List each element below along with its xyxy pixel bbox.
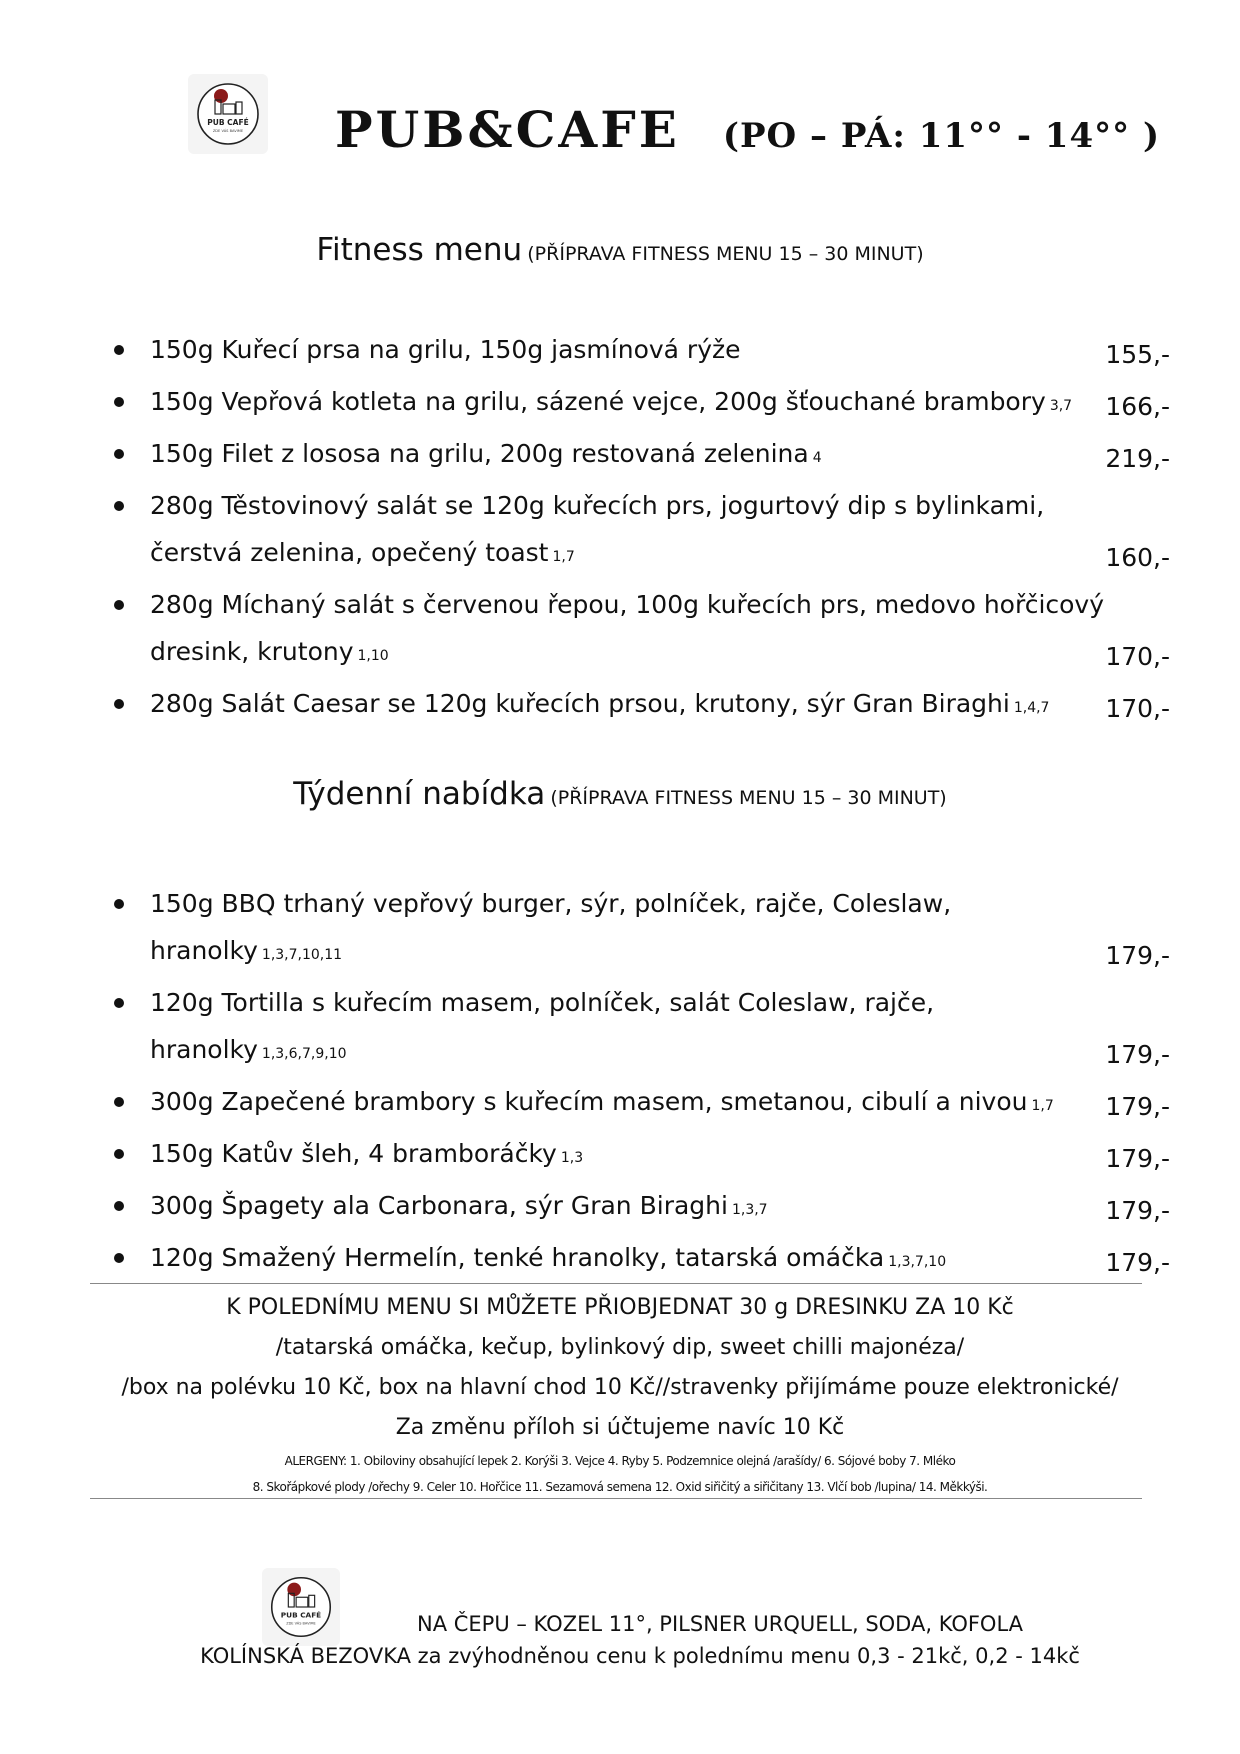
menu-item-description [150,482,1110,581]
side-change-note: Za změnu příloh si účtujeme navíc 10 Kč [395,1415,845,1440]
fitness-title: Fitness menu [316,232,523,268]
menu-item-name: 120g Smažený Hermelín, tenké hranolky, tatarská omáčka [150,1243,885,1272]
menu-item-allergens: 1,4,7 [1013,700,1050,716]
box-note: /box na polévku 10 Kč, box na hlavní chod 10 Kč//stravenky přijímáme pouze elektronické/ [121,1375,1119,1400]
allergens-line-1: ALERGENY: 1. Obiloviny obsahující lepek 2. Korýši 3. Vejce 4. Ryby 5. Podzemnice olejná /arašídy/ 6. Sójové boby 7. Mléko [284,1454,956,1468]
bullet-icon [114,501,124,511]
menu-item-allergens: 1,3,7 [731,1202,768,1218]
bullet-icon [114,397,124,407]
menu-item-price: 160,- [1105,543,1170,572]
bullet-icon [114,600,124,610]
fitness-note: (PŘÍPRAVA FITNESS MENU 15 – 30 MINUT) [527,243,924,265]
menu-item-description [150,1130,1110,1182]
menu-item-price: 179,- [1105,1144,1170,1173]
menu-item [110,581,1170,680]
svg-text:PUB CAFÉ: PUB CAFÉ [280,1610,322,1620]
logo-graphic [188,74,268,154]
menu-item-allergens: 1,10 [357,648,389,664]
menu-item-description [150,880,1110,979]
divider-bottom [90,1498,1142,1499]
menu-item [110,880,1170,979]
menu-item-price: 166,- [1105,392,1170,421]
menu-item-description [150,326,1110,378]
drinks-footer [150,1608,1130,1672]
menu-item-name: 150g Katův šleh, 4 bramboráčky [150,1139,557,1168]
menu-item [110,1182,1170,1234]
fitness-section-title [0,232,1240,268]
divider-top [90,1283,1142,1284]
menu-item [110,430,1170,482]
menu-item [110,979,1170,1078]
menu-item-name: 150g Filet z lososa na grilu, 200g restovaná zelenina [150,439,809,468]
menu-item-price: 155,- [1105,340,1170,369]
menu-item-name: 280g Míchaný salát s červenou řepou, 100g kuřecích prs, medovo hořčicový dresink, krutony [150,590,1105,666]
menu-item-allergens: 1,3,6,7,9,10 [261,1046,347,1062]
menu-item-description [150,581,1110,680]
menu-item-allergens: 1,7 [1031,1098,1054,1114]
bullet-icon [114,449,124,459]
draft-beer-line: NA ČEPU – KOZEL 11°, PILSNER URQUELL, SODA, KOFOLA [416,1612,1024,1636]
menu-item [110,1078,1170,1130]
weekly-section-title [0,776,1240,812]
menu-item-name: 150g BBQ trhaný vepřový burger, sýr, polníček, rajče, Coleslaw, hranolky [150,889,952,965]
menu-item-price: 179,- [1105,1248,1170,1277]
opening-hours: (PO – PÁ: 11°° - 14°° ) [722,116,1161,156]
menu-item-description [150,378,1110,430]
bullet-icon [114,899,124,909]
bullet-icon [114,1097,124,1107]
menu-item-name: 150g Vepřová kotleta na grilu, sázené vejce, 200g šťouchané brambory [150,387,1046,416]
menu-item-allergens: 1,7 [552,549,575,565]
menu-item-name: 150g Kuřecí prsa na grilu, 150g jasmínová rýže [150,335,741,364]
weekly-menu-list [110,880,1170,1286]
menu-item-description [150,1078,1110,1130]
bullet-icon [114,699,124,709]
menu-notes [0,1288,1240,1500]
menu-item-name: 120g Tortilla s kuřecím masem, polníček, salát Coleslaw, rajče, hranolky [150,988,935,1064]
dressing-note: K POLEDNÍMU MENU SI MŮŽETE PŘIOBJEDNAT 30 g DRESINKU ZA 10 Kč [226,1295,1014,1320]
svg-text:PUB CAFÉ: PUB CAFÉ [207,118,249,127]
bullet-icon [114,998,124,1008]
menu-item-name: 280g Těstovinový salát se 120g kuřecích prs, jogurtový dip s bylinkami, čerstvá zelenina, opečený toast [150,491,1045,567]
menu-item [110,1234,1170,1286]
weekly-title: Týdenní nabídka [293,776,546,812]
menu-item-description [150,979,1110,1078]
menu-item-price: 179,- [1105,941,1170,970]
menu-item [110,1130,1170,1182]
menu-item-allergens: 4 [812,450,822,466]
pub-cafe-logo [188,74,268,154]
menu-item-allergens: 1,3,7,10,11 [261,947,343,963]
menu-item-name: 300g Zapečené brambory s kuřecím masem, smetanou, cibulí a nivou [150,1087,1028,1116]
menu-item-description [150,1182,1110,1234]
menu-item-price: 170,- [1105,694,1170,723]
menu-item-price: 170,- [1105,642,1170,671]
bullet-icon [114,1149,124,1159]
brand-title: PUB&CAFE [335,100,680,159]
menu-item-price: 179,- [1105,1040,1170,1069]
menu-item-description [150,1234,1110,1286]
lemonade-offer-line: KOLÍNSKÁ BEZOVKA za zvýhodněnou cenu k polednímu menu 0,3 - 21kč, 0,2 - 14kč [200,1644,1080,1668]
menu-item-name: 280g Salát Caesar se 120g kuřecích prsou, krutony, sýr Gran Biraghi [150,689,1010,718]
menu-item-allergens: 3,7 [1049,398,1073,414]
svg-text:ZDE VÁS BAVIME: ZDE VÁS BAVIME [286,1621,316,1626]
menu-item-allergens: 1,3,7,10 [888,1254,947,1270]
menu-item [110,326,1170,378]
bullet-icon [114,1201,124,1211]
menu-item [110,378,1170,430]
menu-item-name: 300g Špagety ala Carbonara, sýr Gran Biraghi [150,1191,728,1220]
menu-item-price: 179,- [1105,1196,1170,1225]
menu-item-allergens: 1,3 [560,1150,584,1166]
allergens-line-2: 8. Skořápkové plody /ořechy 9. Celer 10. Hořčice 11. Sezamová semena 12. Oxid siřičitý a siřičitany 13. Vlčí bob /lupina/ 14. Měkkýši. [252,1480,988,1494]
bullet-icon [114,1253,124,1263]
page-header [335,100,1161,170]
menu-item [110,482,1170,581]
menu-item-price: 219,- [1105,444,1170,473]
bullet-icon [114,345,124,355]
svg-text:ZDE VÁS BAVIME: ZDE VÁS BAVIME [212,129,244,133]
menu-item-description [150,430,1110,482]
weekly-note: (PŘÍPRAVA FITNESS MENU 15 – 30 MINUT) [550,787,947,809]
menu-item-description [150,680,1110,732]
dressing-options: /tatarská omáčka, kečup, bylinkový dip, sweet chilli majonéza/ [275,1335,965,1360]
menu-item-price: 179,- [1105,1092,1170,1121]
menu-item [110,680,1170,732]
fitness-menu-list [110,326,1170,732]
